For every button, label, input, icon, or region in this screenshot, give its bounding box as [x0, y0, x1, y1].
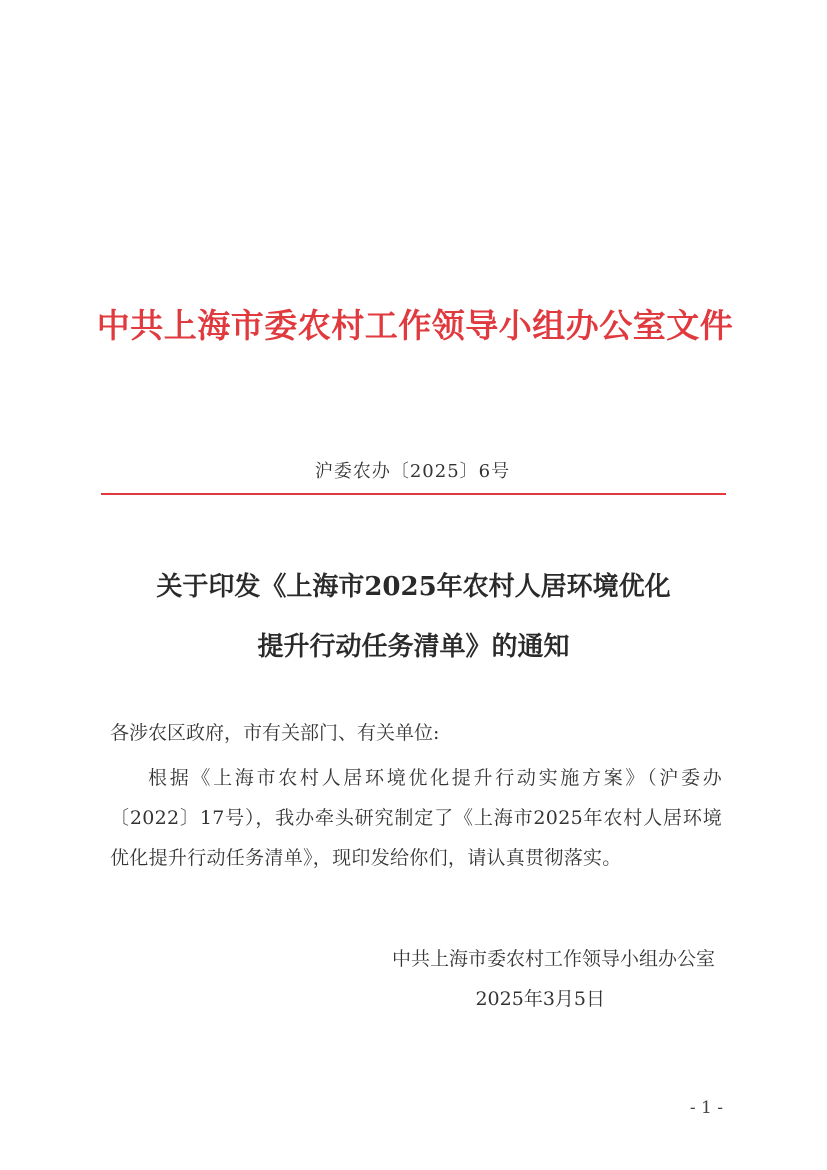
- salutation: 各涉农区政府，市有关部门、有关单位:: [110, 722, 440, 744]
- signature-date: 2025年3月5日: [475, 988, 605, 1010]
- issuer-header: 中共上海市委农村工作领导小组办公室文件: [96, 306, 734, 345]
- body-paragraph: 根据《上海市农村人居环境优化提升行动实施方案》（沪委办〔2022〕17号），我办牵头研究制定了《上海市2025年农村人居环境优化提升行动任务清单》，现印发给你们，请认真贯彻落实。: [110, 767, 722, 869]
- red-divider-line: [101, 493, 726, 495]
- document-title-line-2: 提升行动任务清单》的通知: [257, 632, 570, 662]
- signature-organization: 中共上海市委农村工作领导小组办公室: [391, 948, 715, 970]
- document-title-line-1: 关于印发《上海市2025年农村人居环境优化: [156, 572, 671, 602]
- document-number: 沪委农办〔2025〕6号: [314, 461, 511, 482]
- page-number: - 1 -: [689, 1098, 723, 1118]
